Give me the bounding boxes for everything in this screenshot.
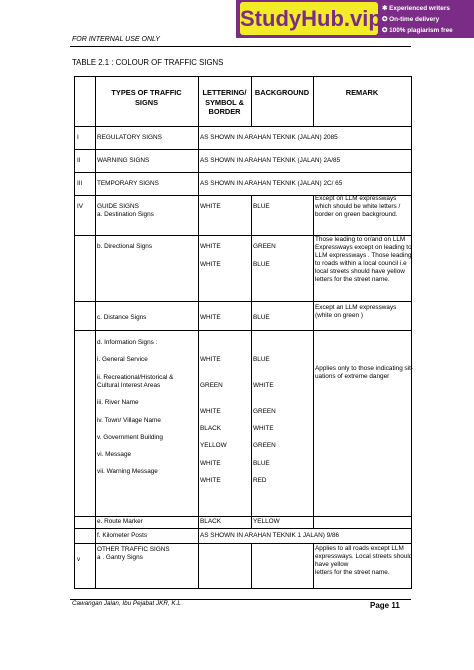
spanning-note: AS SHOWN IN ARAHAN TEKNIK (JALAN) 2085 xyxy=(200,134,338,141)
banner-feature: ✪ On-time delivery xyxy=(382,16,440,23)
spanning-note: AS SHOWN IN ARAHAN TEKNIK (JALAN) 2C/ 65 xyxy=(200,180,343,187)
lettering-colour: WHITE xyxy=(200,314,221,321)
table-border xyxy=(251,76,252,126)
table-border xyxy=(74,301,412,302)
table-border xyxy=(411,76,412,588)
sign-type: REGULATORY SIGNS xyxy=(97,134,162,141)
background-colour: BLUE xyxy=(253,261,270,268)
row-number: II xyxy=(77,157,81,164)
table-border xyxy=(74,149,412,150)
remark-text: Except an LLM expressways (white on green ) xyxy=(315,304,397,319)
lettering-colour: WHITE xyxy=(200,243,221,250)
lettering-colour: WHITE xyxy=(200,460,221,467)
table-border xyxy=(74,76,75,588)
sign-type: GUIDE SIGNS xyxy=(97,203,139,210)
lettering-colour: WHITE xyxy=(200,356,221,363)
header-divider xyxy=(70,46,411,47)
banner-feature: ✱ Experienced writers xyxy=(382,5,450,12)
sign-subtype: ii. Recreational/Historical & xyxy=(97,374,174,381)
table-border xyxy=(74,588,412,589)
studyhub-logo[interactable]: StudyHub.vip xyxy=(240,2,378,35)
lettering-colour: WHITE xyxy=(200,261,221,268)
column-header-remark: REMARK xyxy=(345,88,379,97)
sign-type: TEMPORARY SIGNS xyxy=(97,180,159,187)
sign-subtype: c. Distance Signs xyxy=(97,314,147,321)
table-border xyxy=(74,330,412,331)
background-colour: GREEN xyxy=(253,243,276,250)
table-border xyxy=(251,543,252,588)
table-border xyxy=(198,76,199,588)
spanning-note: AS SHOWN IN ARAHAN TEKNIK (JALAN) 2A/85 xyxy=(200,157,341,164)
remark-text: Except on LLM expressways which should be white letters / border on green background. xyxy=(315,195,401,218)
sign-type: WARNING SIGNS xyxy=(97,157,150,164)
sign-subtype: f. Kilometer Posts xyxy=(97,532,148,539)
background-colour: YELLOW xyxy=(253,518,280,525)
remark-text: Applies only to those indicating sit- uations of extreme danger xyxy=(315,365,414,380)
row-number: I xyxy=(77,134,79,141)
row-number: v xyxy=(77,556,81,563)
background-colour: WHITE xyxy=(253,425,274,432)
table-border xyxy=(95,76,96,588)
table-border xyxy=(74,528,412,529)
remark-text: Those leading to or/and on LLM Expressways except on leading to LLM expressways . Those leading to roads within a local council i.e local streets should have yellow letters for the street name. xyxy=(315,236,412,283)
table-border xyxy=(74,516,412,517)
sign-subtype: iv. Town/ Village Name xyxy=(97,417,161,424)
lettering-colour: WHITE xyxy=(200,477,221,484)
sign-subtype: iii. River Name xyxy=(97,399,139,406)
background-colour: BLUE xyxy=(253,356,270,363)
column-header-types: TYPES OF TRAFFIC SIGNS xyxy=(111,88,182,107)
sign-subtype: Cultural Interest Areas xyxy=(97,382,161,389)
lettering-colour: YELLOW xyxy=(200,442,227,449)
sign-subtype: d. Information Signs : xyxy=(97,339,158,346)
table-border xyxy=(74,76,412,77)
internal-use-label: FOR INTERNAL USE ONLY xyxy=(72,36,160,43)
spanning-note: AS SHOWN IN ARAHAN TEKNIK 1 JALAN) 9/86 xyxy=(200,532,340,539)
sign-subtype: a. Destination Signs xyxy=(97,211,154,218)
lettering-colour: WHITE xyxy=(200,408,221,415)
lettering-colour: GREEN xyxy=(200,382,223,389)
column-header-lettering: LETTERING/ SYMBOL & BORDER xyxy=(202,88,247,116)
sign-subtype: vi. Message xyxy=(97,451,132,458)
row-number: III xyxy=(77,180,83,187)
row-number: IV xyxy=(77,203,84,210)
sign-subtype: e. Route Marker xyxy=(97,518,143,525)
background-colour: BLUE xyxy=(253,203,270,210)
sign-subtype: vii. Warning Message xyxy=(97,468,158,475)
table-border xyxy=(74,126,412,127)
table-border xyxy=(313,543,314,588)
lettering-colour: BLACK xyxy=(200,425,221,432)
footer-department: Cawangan Jalan, Ibu Pejabat JKR, K.L xyxy=(72,600,181,607)
sign-subtype: i. General Service xyxy=(97,356,148,363)
page-number: Page 11 xyxy=(370,601,400,610)
background-colour: BLUE xyxy=(253,314,270,321)
background-colour: GREEN xyxy=(253,442,276,449)
table-title: TABLE 2.1 : COLOUR OF TRAFFIC SIGNS xyxy=(72,58,224,67)
table-border xyxy=(74,172,412,173)
sign-type: OTHER TRAFFIC SIGNS xyxy=(97,546,170,553)
background-colour: RED xyxy=(253,477,267,484)
table-border xyxy=(251,195,252,528)
table-border xyxy=(313,195,314,528)
remark-text: Applies to all roads except LLM expressways. Local streets should have yellow letters for the street name. xyxy=(315,545,413,576)
sign-subtype: v. Government Building xyxy=(97,434,163,441)
sign-subtype: a . Gantry Signs xyxy=(97,554,143,561)
lettering-colour: BLACK xyxy=(200,518,221,525)
banner-feature: ✪ 100% plagiarism free xyxy=(382,27,453,34)
background-colour: WHITE xyxy=(253,382,274,389)
column-header-background: BACKGROUND xyxy=(254,88,310,97)
sign-subtype: b. Directional Signs xyxy=(97,243,153,250)
background-colour: GREEN xyxy=(253,408,276,415)
background-colour: BLUE xyxy=(253,460,270,467)
table-border xyxy=(74,543,412,544)
lettering-colour: WHITE xyxy=(200,203,221,210)
table-border xyxy=(313,76,314,126)
